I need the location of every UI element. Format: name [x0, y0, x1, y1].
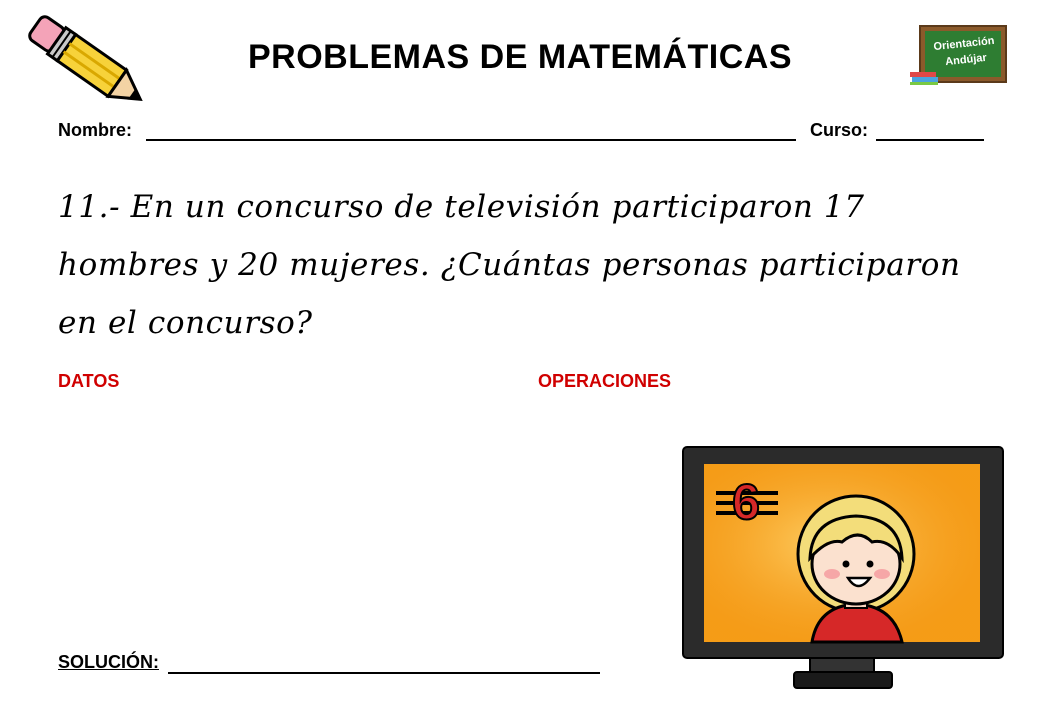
solucion-label: SOLUCIÓN:	[58, 652, 159, 672]
tv-illustration	[682, 446, 1004, 692]
logo-text-line2: Andújar	[944, 51, 988, 69]
datos-heading: DATOS	[58, 371, 120, 391]
solucion-field[interactable]	[168, 672, 600, 674]
nombre-label: Nombre:	[58, 120, 133, 140]
logo-text-line1: Orientación	[932, 34, 996, 54]
page-title: PROBLEMAS DE MATEMÁTICAS	[247, 38, 793, 76]
orientacion-andujar-logo	[908, 24, 1008, 86]
datos-area[interactable]	[58, 400, 518, 640]
channel-number: 6	[732, 474, 760, 530]
problem-statement: 11.- En un concurso de televisión participaron 17 hombres y 20 mujeres. ¿Cuántas personas participaron en el concurso?	[58, 189, 961, 341]
operaciones-heading: OPERACIONES	[538, 371, 672, 391]
nombre-field[interactable]	[146, 139, 796, 141]
operaciones-area[interactable]	[538, 400, 668, 640]
curso-field[interactable]	[876, 139, 984, 141]
curso-label: Curso:	[810, 120, 868, 140]
